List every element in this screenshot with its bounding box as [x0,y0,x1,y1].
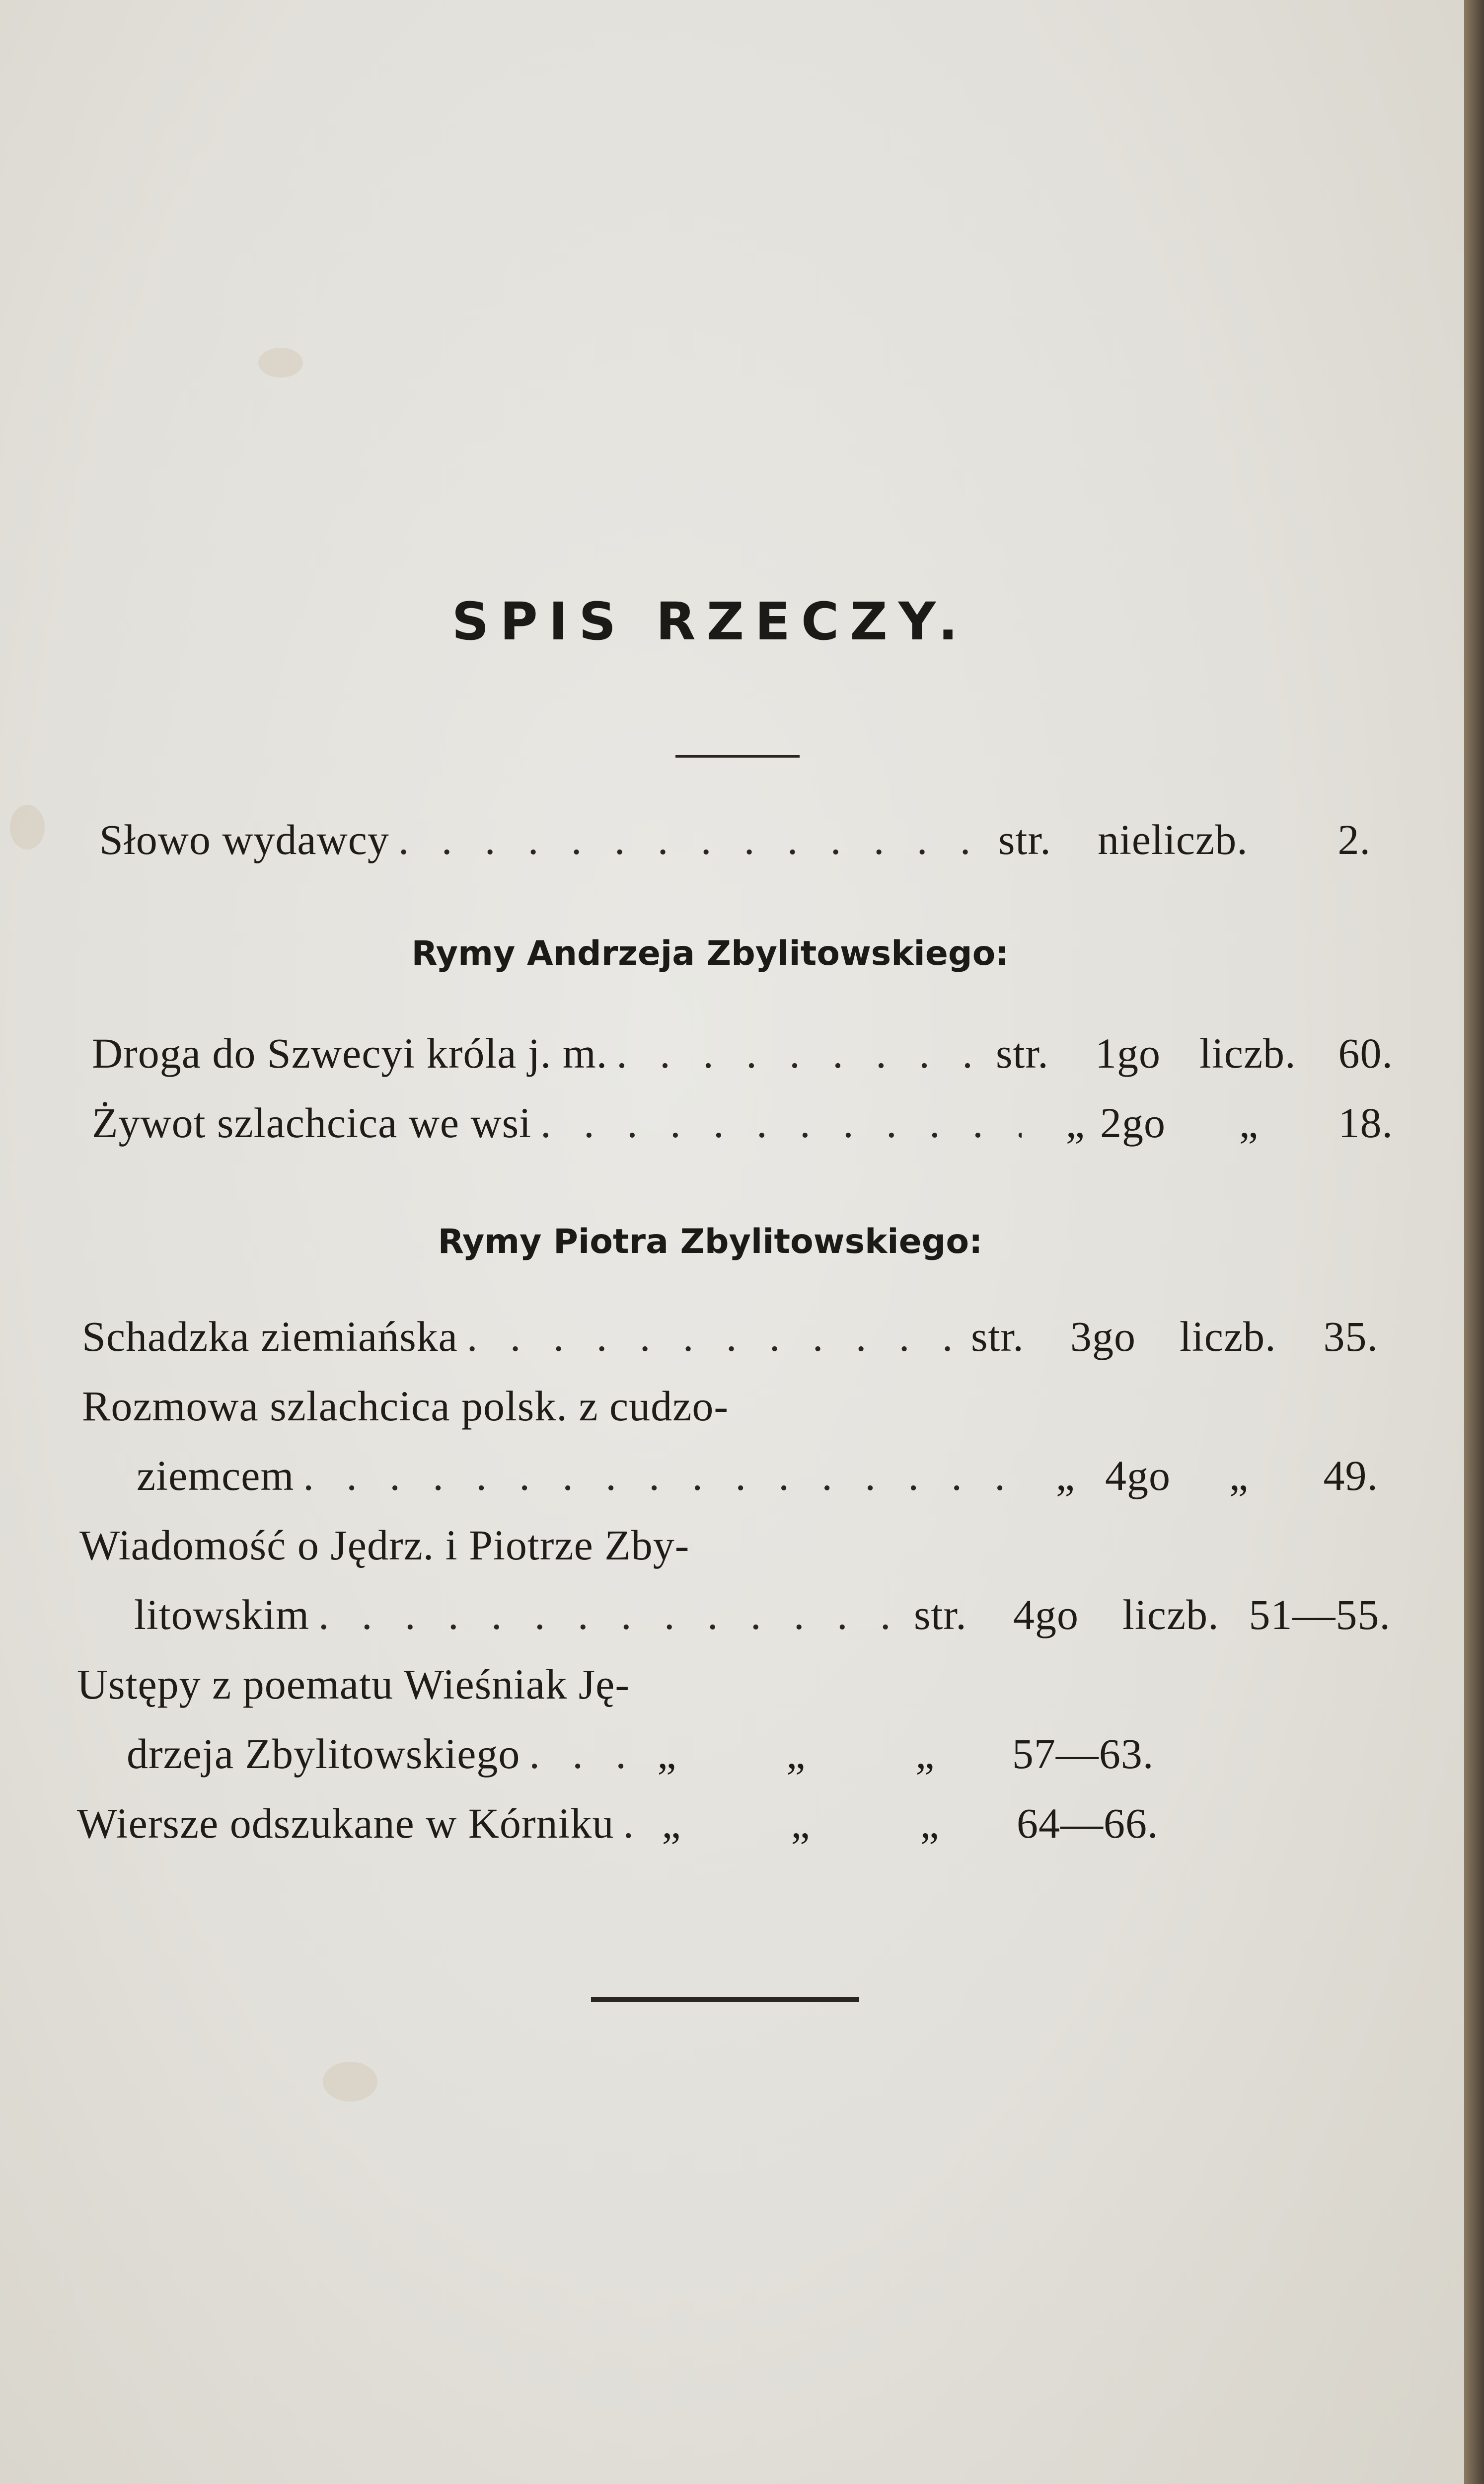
dot-leader [529,1729,648,1779]
toc-entry [92,1098,1393,1148]
paper-stain [258,348,303,378]
dot-leader [398,815,989,864]
dot-leader [467,1312,962,1361]
dot-leader [623,1798,653,1848]
entry-ref: „ [662,1799,681,1847]
entry-ref: „ [657,1730,677,1778]
entry-part: 1go [1095,1029,1161,1077]
entry-page: 35. [1323,1313,1378,1360]
dot-leader [303,1451,1012,1500]
entry-ref: „ [1065,1099,1085,1147]
entry-label: Wiersze odszukane w Kórniku [77,1799,614,1847]
paper-stain [10,805,45,850]
toc-entry [137,1451,1378,1500]
dot-leader [318,1590,905,1639]
dot-leader [616,1028,987,1078]
entry-page: 18. [1338,1099,1393,1147]
entry-label: ziemcem [137,1452,295,1499]
entry-label-line1: Rozmowa szlachcica polsk. z cudzo- [82,1382,729,1430]
entry-page: 64—66. [1016,1799,1159,1847]
entry-label: Słowo wydawcy [99,816,389,863]
entry-page: 49. [1323,1452,1378,1499]
section-heading-piotr: Rymy Piotra Zbylitowskiego: [438,1222,983,1261]
toc-entry [127,1729,1398,1779]
title-divider [675,755,800,758]
entry-page: 2. [1337,816,1371,863]
entry-ref: str. [998,816,1051,863]
entry-label: Schadzka ziemiańska [82,1313,458,1360]
entry-part: „ [791,1799,811,1847]
toc-entry-intro [99,815,1371,864]
paper-stain [323,2062,377,2101]
entry-label-line1: Wiadomość o Jędrz. i Piotrze Zby- [79,1521,690,1569]
section-heading-andrzej: Rymy Andrzeja Zbylitowskiego: [411,934,1009,973]
entry-ref: „ [1055,1452,1075,1499]
entry-num: liczb. [1122,1591,1219,1638]
entry-part: 4go [1105,1452,1171,1499]
entry-num: „ [920,1799,940,1847]
entry-num: „ [915,1730,935,1778]
toc-entry [82,1312,1378,1361]
entry-page: 57—63. [1012,1730,1154,1778]
entry-num: liczb. [1180,1313,1276,1360]
entry-label: litowskim [134,1591,310,1638]
entry-part: „ [786,1730,806,1778]
entry-part: nieliczb. [1098,816,1248,863]
toc-entry [77,1798,1398,1848]
entry-num: „ [1239,1099,1259,1147]
entry-ref: str. [996,1029,1049,1077]
entry-part: 2go [1100,1099,1166,1147]
page-title: SPIS RZECZY. [451,591,969,652]
entry-page: 51—55. [1249,1591,1391,1638]
book-spine-edge [1464,0,1484,2484]
dot-leader [540,1098,1022,1148]
toc-entry [134,1590,1391,1639]
entry-ref: str. [914,1591,967,1638]
entry-label: Droga do Szwecyi króla j. m. [92,1029,608,1077]
entry-page: 60. [1338,1029,1393,1077]
entry-part: 4go [1013,1591,1079,1638]
toc-entry [92,1028,1393,1078]
entry-label: drzeja Zbylitowskiego [127,1730,520,1778]
end-divider [591,1997,859,2002]
entry-num: liczb. [1199,1029,1296,1077]
entry-label-line1: Ustępy z poematu Wieśniak Ję- [77,1660,630,1708]
entry-num: „ [1229,1452,1249,1499]
entry-label: Żywot szlachcica we wsi [92,1099,532,1147]
entry-ref: str. [971,1313,1024,1360]
entry-part: 3go [1070,1313,1136,1360]
